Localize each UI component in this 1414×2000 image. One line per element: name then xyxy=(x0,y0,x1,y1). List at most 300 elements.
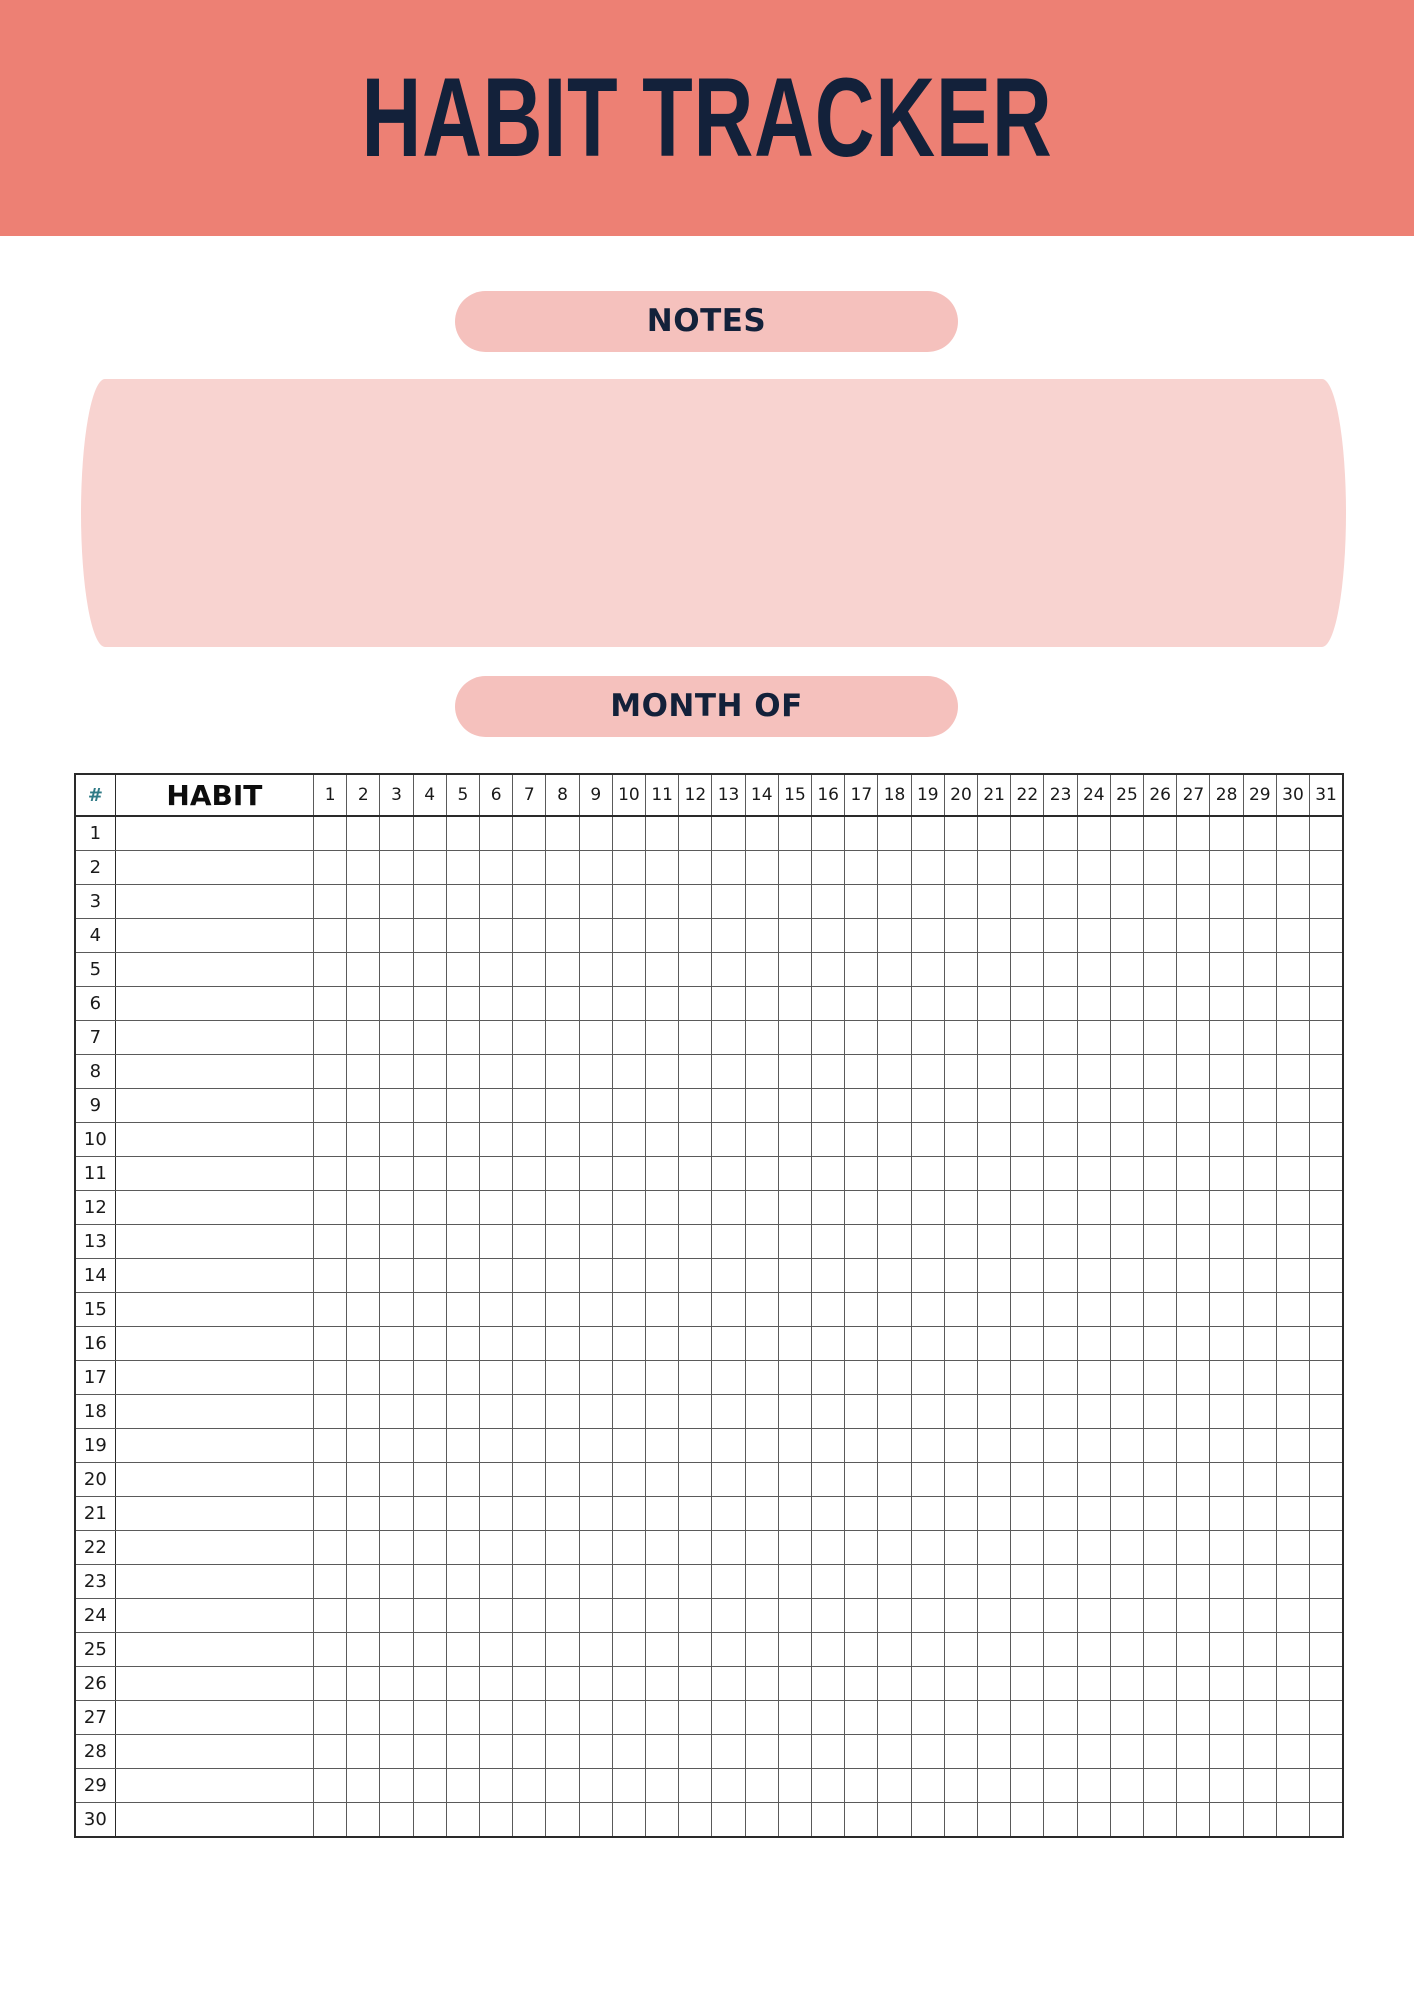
day-checkbox-cell[interactable] xyxy=(1210,1395,1243,1429)
day-checkbox-cell[interactable] xyxy=(745,1293,778,1327)
day-checkbox-cell[interactable] xyxy=(646,1225,679,1259)
day-checkbox-cell[interactable] xyxy=(480,1531,513,1565)
day-checkbox-cell[interactable] xyxy=(380,1293,413,1327)
day-checkbox-cell[interactable] xyxy=(1276,1803,1309,1838)
day-checkbox-cell[interactable] xyxy=(380,816,413,851)
day-checkbox-cell[interactable] xyxy=(1210,816,1243,851)
habit-cell[interactable] xyxy=(115,1769,313,1803)
day-checkbox-cell[interactable] xyxy=(911,953,944,987)
day-checkbox-cell[interactable] xyxy=(314,1803,347,1838)
day-checkbox-cell[interactable] xyxy=(778,1803,811,1838)
day-checkbox-cell[interactable] xyxy=(446,1463,479,1497)
day-checkbox-cell[interactable] xyxy=(1177,1089,1210,1123)
day-checkbox-cell[interactable] xyxy=(812,1803,845,1838)
day-checkbox-cell[interactable] xyxy=(978,1293,1011,1327)
day-checkbox-cell[interactable] xyxy=(380,953,413,987)
day-checkbox-cell[interactable] xyxy=(1144,1021,1177,1055)
day-checkbox-cell[interactable] xyxy=(380,1701,413,1735)
day-checkbox-cell[interactable] xyxy=(413,1157,446,1191)
habit-cell[interactable] xyxy=(115,1123,313,1157)
day-checkbox-cell[interactable] xyxy=(612,1701,645,1735)
day-checkbox-cell[interactable] xyxy=(1144,851,1177,885)
day-checkbox-cell[interactable] xyxy=(612,851,645,885)
day-checkbox-cell[interactable] xyxy=(1310,1395,1343,1429)
day-checkbox-cell[interactable] xyxy=(612,1157,645,1191)
day-checkbox-cell[interactable] xyxy=(380,1361,413,1395)
day-checkbox-cell[interactable] xyxy=(1144,1565,1177,1599)
day-checkbox-cell[interactable] xyxy=(1210,1735,1243,1769)
day-checkbox-cell[interactable] xyxy=(413,1769,446,1803)
day-checkbox-cell[interactable] xyxy=(679,1701,712,1735)
day-checkbox-cell[interactable] xyxy=(911,1089,944,1123)
day-checkbox-cell[interactable] xyxy=(1011,919,1044,953)
day-checkbox-cell[interactable] xyxy=(1077,1293,1110,1327)
day-checkbox-cell[interactable] xyxy=(446,1191,479,1225)
day-checkbox-cell[interactable] xyxy=(314,953,347,987)
day-checkbox-cell[interactable] xyxy=(1110,1565,1143,1599)
day-checkbox-cell[interactable] xyxy=(546,1599,579,1633)
day-checkbox-cell[interactable] xyxy=(1310,1021,1343,1055)
day-checkbox-cell[interactable] xyxy=(413,1259,446,1293)
day-checkbox-cell[interactable] xyxy=(1144,1293,1177,1327)
day-checkbox-cell[interactable] xyxy=(513,816,546,851)
day-checkbox-cell[interactable] xyxy=(413,1021,446,1055)
day-checkbox-cell[interactable] xyxy=(513,987,546,1021)
day-checkbox-cell[interactable] xyxy=(1310,1769,1343,1803)
day-checkbox-cell[interactable] xyxy=(513,1293,546,1327)
day-checkbox-cell[interactable] xyxy=(380,1735,413,1769)
day-checkbox-cell[interactable] xyxy=(812,1667,845,1701)
day-checkbox-cell[interactable] xyxy=(1144,885,1177,919)
day-checkbox-cell[interactable] xyxy=(480,851,513,885)
day-checkbox-cell[interactable] xyxy=(845,1021,878,1055)
day-checkbox-cell[interactable] xyxy=(546,919,579,953)
day-checkbox-cell[interactable] xyxy=(911,1259,944,1293)
day-checkbox-cell[interactable] xyxy=(1011,1191,1044,1225)
day-checkbox-cell[interactable] xyxy=(812,1429,845,1463)
day-checkbox-cell[interactable] xyxy=(745,919,778,953)
day-checkbox-cell[interactable] xyxy=(1243,1701,1276,1735)
day-checkbox-cell[interactable] xyxy=(1077,885,1110,919)
day-checkbox-cell[interactable] xyxy=(1210,1803,1243,1838)
day-checkbox-cell[interactable] xyxy=(380,1599,413,1633)
day-checkbox-cell[interactable] xyxy=(314,1701,347,1735)
day-checkbox-cell[interactable] xyxy=(878,1803,911,1838)
day-checkbox-cell[interactable] xyxy=(845,1055,878,1089)
day-checkbox-cell[interactable] xyxy=(413,1361,446,1395)
day-checkbox-cell[interactable] xyxy=(314,1565,347,1599)
day-checkbox-cell[interactable] xyxy=(978,816,1011,851)
day-checkbox-cell[interactable] xyxy=(978,1395,1011,1429)
day-checkbox-cell[interactable] xyxy=(944,1225,977,1259)
day-checkbox-cell[interactable] xyxy=(513,1259,546,1293)
day-checkbox-cell[interactable] xyxy=(1077,851,1110,885)
day-checkbox-cell[interactable] xyxy=(579,1021,612,1055)
day-checkbox-cell[interactable] xyxy=(778,1327,811,1361)
day-checkbox-cell[interactable] xyxy=(1110,1429,1143,1463)
day-checkbox-cell[interactable] xyxy=(1077,1157,1110,1191)
habit-cell[interactable] xyxy=(115,1531,313,1565)
day-checkbox-cell[interactable] xyxy=(878,851,911,885)
day-checkbox-cell[interactable] xyxy=(513,1429,546,1463)
day-checkbox-cell[interactable] xyxy=(546,885,579,919)
day-checkbox-cell[interactable] xyxy=(812,1123,845,1157)
day-checkbox-cell[interactable] xyxy=(513,919,546,953)
day-checkbox-cell[interactable] xyxy=(314,919,347,953)
day-checkbox-cell[interactable] xyxy=(314,987,347,1021)
day-checkbox-cell[interactable] xyxy=(745,1735,778,1769)
day-checkbox-cell[interactable] xyxy=(646,919,679,953)
day-checkbox-cell[interactable] xyxy=(712,1259,745,1293)
day-checkbox-cell[interactable] xyxy=(944,1633,977,1667)
day-checkbox-cell[interactable] xyxy=(1144,1497,1177,1531)
day-checkbox-cell[interactable] xyxy=(1210,1225,1243,1259)
day-checkbox-cell[interactable] xyxy=(911,1701,944,1735)
day-checkbox-cell[interactable] xyxy=(579,1123,612,1157)
day-checkbox-cell[interactable] xyxy=(845,1361,878,1395)
day-checkbox-cell[interactable] xyxy=(812,1089,845,1123)
day-checkbox-cell[interactable] xyxy=(612,1327,645,1361)
day-checkbox-cell[interactable] xyxy=(745,885,778,919)
day-checkbox-cell[interactable] xyxy=(1177,1191,1210,1225)
day-checkbox-cell[interactable] xyxy=(646,851,679,885)
day-checkbox-cell[interactable] xyxy=(1276,1633,1309,1667)
day-checkbox-cell[interactable] xyxy=(1110,987,1143,1021)
day-checkbox-cell[interactable] xyxy=(1310,851,1343,885)
day-checkbox-cell[interactable] xyxy=(679,1769,712,1803)
day-checkbox-cell[interactable] xyxy=(845,987,878,1021)
day-checkbox-cell[interactable] xyxy=(679,1429,712,1463)
day-checkbox-cell[interactable] xyxy=(546,1021,579,1055)
day-checkbox-cell[interactable] xyxy=(911,816,944,851)
day-checkbox-cell[interactable] xyxy=(978,1565,1011,1599)
day-checkbox-cell[interactable] xyxy=(1011,1123,1044,1157)
day-checkbox-cell[interactable] xyxy=(446,1735,479,1769)
day-checkbox-cell[interactable] xyxy=(1110,1089,1143,1123)
day-checkbox-cell[interactable] xyxy=(1243,1803,1276,1838)
day-checkbox-cell[interactable] xyxy=(546,1259,579,1293)
day-checkbox-cell[interactable] xyxy=(480,919,513,953)
day-checkbox-cell[interactable] xyxy=(679,987,712,1021)
day-checkbox-cell[interactable] xyxy=(778,1531,811,1565)
day-checkbox-cell[interactable] xyxy=(679,1089,712,1123)
day-checkbox-cell[interactable] xyxy=(513,1055,546,1089)
day-checkbox-cell[interactable] xyxy=(1044,1225,1077,1259)
day-checkbox-cell[interactable] xyxy=(679,816,712,851)
day-checkbox-cell[interactable] xyxy=(646,1259,679,1293)
day-checkbox-cell[interactable] xyxy=(679,1259,712,1293)
day-checkbox-cell[interactable] xyxy=(1011,851,1044,885)
day-checkbox-cell[interactable] xyxy=(1011,953,1044,987)
day-checkbox-cell[interactable] xyxy=(546,1361,579,1395)
day-checkbox-cell[interactable] xyxy=(911,1191,944,1225)
day-checkbox-cell[interactable] xyxy=(1011,1769,1044,1803)
day-checkbox-cell[interactable] xyxy=(380,1259,413,1293)
day-checkbox-cell[interactable] xyxy=(612,1361,645,1395)
day-checkbox-cell[interactable] xyxy=(911,1361,944,1395)
day-checkbox-cell[interactable] xyxy=(778,1361,811,1395)
day-checkbox-cell[interactable] xyxy=(446,1157,479,1191)
day-checkbox-cell[interactable] xyxy=(944,1157,977,1191)
day-checkbox-cell[interactable] xyxy=(911,1497,944,1531)
day-checkbox-cell[interactable] xyxy=(1276,1497,1309,1531)
day-checkbox-cell[interactable] xyxy=(778,1123,811,1157)
day-checkbox-cell[interactable] xyxy=(1177,1701,1210,1735)
day-checkbox-cell[interactable] xyxy=(446,1089,479,1123)
day-checkbox-cell[interactable] xyxy=(413,1599,446,1633)
day-checkbox-cell[interactable] xyxy=(579,953,612,987)
day-checkbox-cell[interactable] xyxy=(347,1123,380,1157)
day-checkbox-cell[interactable] xyxy=(612,1055,645,1089)
day-checkbox-cell[interactable] xyxy=(1177,1599,1210,1633)
day-checkbox-cell[interactable] xyxy=(314,1497,347,1531)
day-checkbox-cell[interactable] xyxy=(314,1531,347,1565)
day-checkbox-cell[interactable] xyxy=(579,1055,612,1089)
day-checkbox-cell[interactable] xyxy=(579,1157,612,1191)
day-checkbox-cell[interactable] xyxy=(1210,1497,1243,1531)
day-checkbox-cell[interactable] xyxy=(745,1191,778,1225)
day-checkbox-cell[interactable] xyxy=(679,1667,712,1701)
day-checkbox-cell[interactable] xyxy=(745,1463,778,1497)
day-checkbox-cell[interactable] xyxy=(612,1497,645,1531)
day-checkbox-cell[interactable] xyxy=(845,1293,878,1327)
day-checkbox-cell[interactable] xyxy=(1310,1497,1343,1531)
day-checkbox-cell[interactable] xyxy=(1044,1565,1077,1599)
day-checkbox-cell[interactable] xyxy=(1077,1633,1110,1667)
day-checkbox-cell[interactable] xyxy=(1044,1055,1077,1089)
day-checkbox-cell[interactable] xyxy=(1077,1531,1110,1565)
day-checkbox-cell[interactable] xyxy=(1177,1293,1210,1327)
day-checkbox-cell[interactable] xyxy=(579,987,612,1021)
day-checkbox-cell[interactable] xyxy=(1011,1021,1044,1055)
day-checkbox-cell[interactable] xyxy=(446,851,479,885)
day-checkbox-cell[interactable] xyxy=(1310,1123,1343,1157)
day-checkbox-cell[interactable] xyxy=(1310,1157,1343,1191)
day-checkbox-cell[interactable] xyxy=(878,885,911,919)
day-checkbox-cell[interactable] xyxy=(745,1089,778,1123)
day-checkbox-cell[interactable] xyxy=(1276,1327,1309,1361)
day-checkbox-cell[interactable] xyxy=(1110,1191,1143,1225)
day-checkbox-cell[interactable] xyxy=(1177,1021,1210,1055)
day-checkbox-cell[interactable] xyxy=(1310,1089,1343,1123)
day-checkbox-cell[interactable] xyxy=(712,1089,745,1123)
day-checkbox-cell[interactable] xyxy=(380,1463,413,1497)
day-checkbox-cell[interactable] xyxy=(347,1497,380,1531)
day-checkbox-cell[interactable] xyxy=(347,953,380,987)
day-checkbox-cell[interactable] xyxy=(347,1735,380,1769)
day-checkbox-cell[interactable] xyxy=(1144,1735,1177,1769)
day-checkbox-cell[interactable] xyxy=(314,1327,347,1361)
day-checkbox-cell[interactable] xyxy=(1177,1565,1210,1599)
day-checkbox-cell[interactable] xyxy=(480,1701,513,1735)
day-checkbox-cell[interactable] xyxy=(812,1531,845,1565)
day-checkbox-cell[interactable] xyxy=(513,1021,546,1055)
day-checkbox-cell[interactable] xyxy=(712,1463,745,1497)
day-checkbox-cell[interactable] xyxy=(911,1021,944,1055)
day-checkbox-cell[interactable] xyxy=(579,1429,612,1463)
day-checkbox-cell[interactable] xyxy=(1177,1429,1210,1463)
day-checkbox-cell[interactable] xyxy=(845,816,878,851)
day-checkbox-cell[interactable] xyxy=(1110,1055,1143,1089)
day-checkbox-cell[interactable] xyxy=(446,1123,479,1157)
day-checkbox-cell[interactable] xyxy=(579,1361,612,1395)
day-checkbox-cell[interactable] xyxy=(878,1327,911,1361)
day-checkbox-cell[interactable] xyxy=(1044,1089,1077,1123)
day-checkbox-cell[interactable] xyxy=(1276,1599,1309,1633)
day-checkbox-cell[interactable] xyxy=(446,1259,479,1293)
day-checkbox-cell[interactable] xyxy=(812,1701,845,1735)
day-checkbox-cell[interactable] xyxy=(1110,1667,1143,1701)
day-checkbox-cell[interactable] xyxy=(480,1055,513,1089)
day-checkbox-cell[interactable] xyxy=(812,1191,845,1225)
day-checkbox-cell[interactable] xyxy=(579,1565,612,1599)
day-checkbox-cell[interactable] xyxy=(413,1565,446,1599)
day-checkbox-cell[interactable] xyxy=(978,919,1011,953)
day-checkbox-cell[interactable] xyxy=(978,1735,1011,1769)
day-checkbox-cell[interactable] xyxy=(978,1361,1011,1395)
day-checkbox-cell[interactable] xyxy=(1144,1259,1177,1293)
day-checkbox-cell[interactable] xyxy=(413,1735,446,1769)
day-checkbox-cell[interactable] xyxy=(480,1565,513,1599)
day-checkbox-cell[interactable] xyxy=(712,1021,745,1055)
day-checkbox-cell[interactable] xyxy=(380,1191,413,1225)
day-checkbox-cell[interactable] xyxy=(1243,1055,1276,1089)
day-checkbox-cell[interactable] xyxy=(944,1191,977,1225)
day-checkbox-cell[interactable] xyxy=(314,1055,347,1089)
day-checkbox-cell[interactable] xyxy=(1310,953,1343,987)
day-checkbox-cell[interactable] xyxy=(1276,1463,1309,1497)
day-checkbox-cell[interactable] xyxy=(1011,987,1044,1021)
day-checkbox-cell[interactable] xyxy=(1243,1259,1276,1293)
day-checkbox-cell[interactable] xyxy=(314,1463,347,1497)
day-checkbox-cell[interactable] xyxy=(347,1463,380,1497)
day-checkbox-cell[interactable] xyxy=(513,851,546,885)
day-checkbox-cell[interactable] xyxy=(314,1769,347,1803)
day-checkbox-cell[interactable] xyxy=(480,885,513,919)
day-checkbox-cell[interactable] xyxy=(1210,1667,1243,1701)
day-checkbox-cell[interactable] xyxy=(1276,987,1309,1021)
day-checkbox-cell[interactable] xyxy=(1044,1803,1077,1838)
day-checkbox-cell[interactable] xyxy=(546,1633,579,1667)
day-checkbox-cell[interactable] xyxy=(1177,1633,1210,1667)
day-checkbox-cell[interactable] xyxy=(1243,1225,1276,1259)
day-checkbox-cell[interactable] xyxy=(380,1157,413,1191)
day-checkbox-cell[interactable] xyxy=(1177,1327,1210,1361)
day-checkbox-cell[interactable] xyxy=(480,1599,513,1633)
day-checkbox-cell[interactable] xyxy=(1144,919,1177,953)
day-checkbox-cell[interactable] xyxy=(646,1565,679,1599)
day-checkbox-cell[interactable] xyxy=(480,1735,513,1769)
day-checkbox-cell[interactable] xyxy=(480,1429,513,1463)
day-checkbox-cell[interactable] xyxy=(978,1191,1011,1225)
day-checkbox-cell[interactable] xyxy=(812,1565,845,1599)
day-checkbox-cell[interactable] xyxy=(712,1191,745,1225)
day-checkbox-cell[interactable] xyxy=(646,1361,679,1395)
day-checkbox-cell[interactable] xyxy=(612,1803,645,1838)
day-checkbox-cell[interactable] xyxy=(778,1667,811,1701)
day-checkbox-cell[interactable] xyxy=(314,1293,347,1327)
day-checkbox-cell[interactable] xyxy=(446,1225,479,1259)
day-checkbox-cell[interactable] xyxy=(480,1021,513,1055)
day-checkbox-cell[interactable] xyxy=(812,1293,845,1327)
day-checkbox-cell[interactable] xyxy=(712,1157,745,1191)
day-checkbox-cell[interactable] xyxy=(1110,1361,1143,1395)
day-checkbox-cell[interactable] xyxy=(1177,1667,1210,1701)
habit-cell[interactable] xyxy=(115,1157,313,1191)
day-checkbox-cell[interactable] xyxy=(778,1055,811,1089)
day-checkbox-cell[interactable] xyxy=(845,1259,878,1293)
day-checkbox-cell[interactable] xyxy=(944,885,977,919)
day-checkbox-cell[interactable] xyxy=(579,1463,612,1497)
day-checkbox-cell[interactable] xyxy=(712,816,745,851)
day-checkbox-cell[interactable] xyxy=(1044,885,1077,919)
day-checkbox-cell[interactable] xyxy=(1210,1361,1243,1395)
day-checkbox-cell[interactable] xyxy=(1011,1361,1044,1395)
day-checkbox-cell[interactable] xyxy=(413,1327,446,1361)
day-checkbox-cell[interactable] xyxy=(778,816,811,851)
day-checkbox-cell[interactable] xyxy=(380,1667,413,1701)
day-checkbox-cell[interactable] xyxy=(1177,1463,1210,1497)
day-checkbox-cell[interactable] xyxy=(978,1803,1011,1838)
day-checkbox-cell[interactable] xyxy=(513,1735,546,1769)
day-checkbox-cell[interactable] xyxy=(1310,1327,1343,1361)
day-checkbox-cell[interactable] xyxy=(1210,1089,1243,1123)
day-checkbox-cell[interactable] xyxy=(1243,885,1276,919)
day-checkbox-cell[interactable] xyxy=(778,1157,811,1191)
day-checkbox-cell[interactable] xyxy=(546,1497,579,1531)
day-checkbox-cell[interactable] xyxy=(978,1769,1011,1803)
day-checkbox-cell[interactable] xyxy=(446,885,479,919)
day-checkbox-cell[interactable] xyxy=(1310,1803,1343,1838)
day-checkbox-cell[interactable] xyxy=(1144,816,1177,851)
day-checkbox-cell[interactable] xyxy=(546,1395,579,1429)
day-checkbox-cell[interactable] xyxy=(1110,1497,1143,1531)
day-checkbox-cell[interactable] xyxy=(1276,1667,1309,1701)
day-checkbox-cell[interactable] xyxy=(911,1531,944,1565)
day-checkbox-cell[interactable] xyxy=(413,885,446,919)
day-checkbox-cell[interactable] xyxy=(1210,1565,1243,1599)
day-checkbox-cell[interactable] xyxy=(1210,919,1243,953)
day-checkbox-cell[interactable] xyxy=(679,1803,712,1838)
day-checkbox-cell[interactable] xyxy=(513,885,546,919)
day-checkbox-cell[interactable] xyxy=(1243,1293,1276,1327)
day-checkbox-cell[interactable] xyxy=(978,1429,1011,1463)
day-checkbox-cell[interactable] xyxy=(1243,1531,1276,1565)
day-checkbox-cell[interactable] xyxy=(1210,1259,1243,1293)
day-checkbox-cell[interactable] xyxy=(347,1225,380,1259)
day-checkbox-cell[interactable] xyxy=(1077,1225,1110,1259)
day-checkbox-cell[interactable] xyxy=(314,1089,347,1123)
day-checkbox-cell[interactable] xyxy=(1177,953,1210,987)
day-checkbox-cell[interactable] xyxy=(812,1361,845,1395)
day-checkbox-cell[interactable] xyxy=(1144,1123,1177,1157)
day-checkbox-cell[interactable] xyxy=(314,1191,347,1225)
day-checkbox-cell[interactable] xyxy=(513,1633,546,1667)
day-checkbox-cell[interactable] xyxy=(646,1089,679,1123)
day-checkbox-cell[interactable] xyxy=(712,1429,745,1463)
day-checkbox-cell[interactable] xyxy=(911,1055,944,1089)
day-checkbox-cell[interactable] xyxy=(546,1055,579,1089)
day-checkbox-cell[interactable] xyxy=(745,1769,778,1803)
day-checkbox-cell[interactable] xyxy=(1177,987,1210,1021)
day-checkbox-cell[interactable] xyxy=(314,1259,347,1293)
day-checkbox-cell[interactable] xyxy=(1044,1735,1077,1769)
day-checkbox-cell[interactable] xyxy=(845,1429,878,1463)
day-checkbox-cell[interactable] xyxy=(978,1531,1011,1565)
day-checkbox-cell[interactable] xyxy=(446,1293,479,1327)
day-checkbox-cell[interactable] xyxy=(1144,1225,1177,1259)
day-checkbox-cell[interactable] xyxy=(1044,919,1077,953)
